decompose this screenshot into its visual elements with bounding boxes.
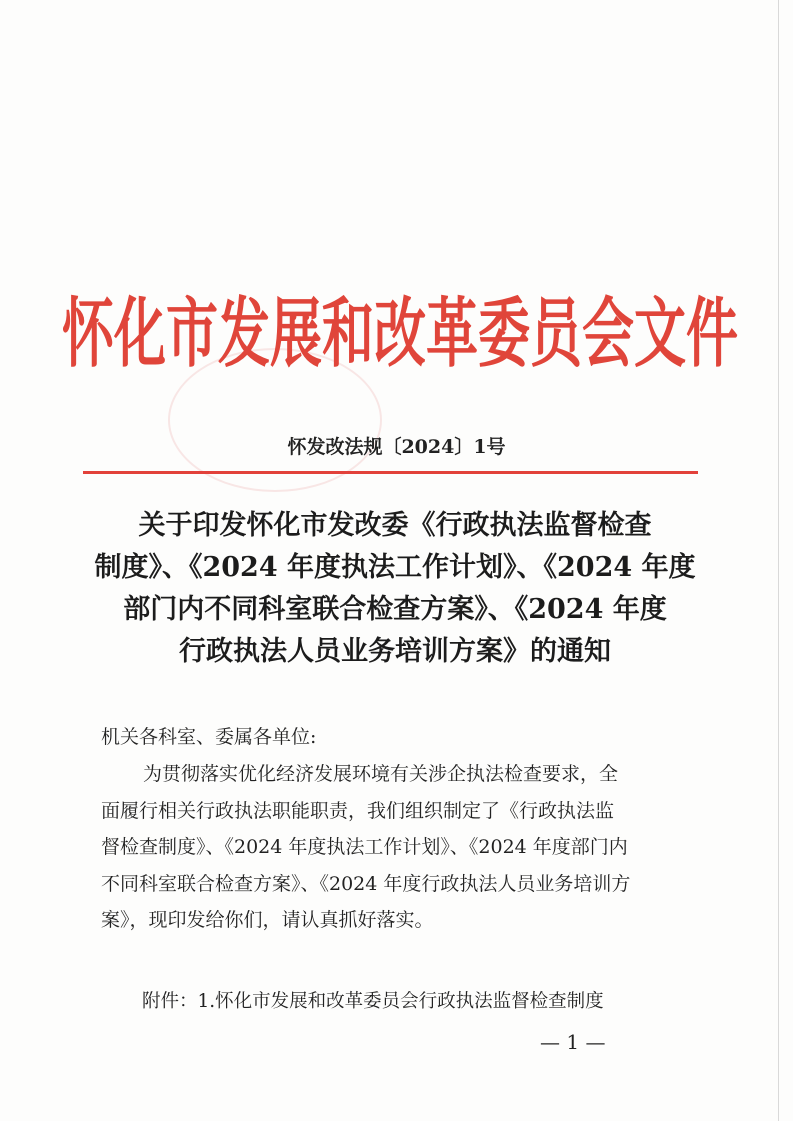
body-line: 不同科室联合检查方案》、《2024 年度行政执法人员业务培训方 — [101, 872, 631, 895]
document-number: 怀发改法规〔2024〕1号 — [287, 436, 506, 458]
attachment-line: 附件：1.怀化市发展和改革委员会行政执法监督检查制度 — [142, 991, 604, 1012]
page-number: — 1 — — [540, 1030, 606, 1054]
title-line: 制度》、《2024 年度执法工作计划》、《2024 年度 — [94, 552, 696, 583]
document-title — [85, 505, 705, 673]
body-line: 为贯彻落实优化经济发展环境有关涉企执法检查要求，全 — [143, 763, 619, 785]
salutation: 机关各科室、委属各单位: — [101, 726, 317, 748]
red-separator-line — [83, 471, 698, 474]
title-line: 关于印发怀化市发改委《行政执法监督检查 — [138, 510, 652, 541]
scan-edge-line — [778, 0, 779, 1121]
body-paragraph — [101, 756, 701, 939]
body-line: 案》，现印发给你们，请认真抓好落实。 — [101, 909, 434, 931]
issuing-organization-header: 怀化市发展和改革委员会文件 — [61, 290, 738, 379]
title-line: 部门内不同科室联合检查方案》、《2024 年度 — [123, 594, 667, 625]
body-line: 面履行相关行政执法职能职责，我们组织制定了《行政执法监 — [101, 799, 615, 822]
body-line: 督检查制度》、《2024 年度执法工作计划》、《2024 年度部门内 — [101, 836, 628, 858]
title-line: 行政执法人员业务培训方案》的通知 — [179, 636, 611, 667]
